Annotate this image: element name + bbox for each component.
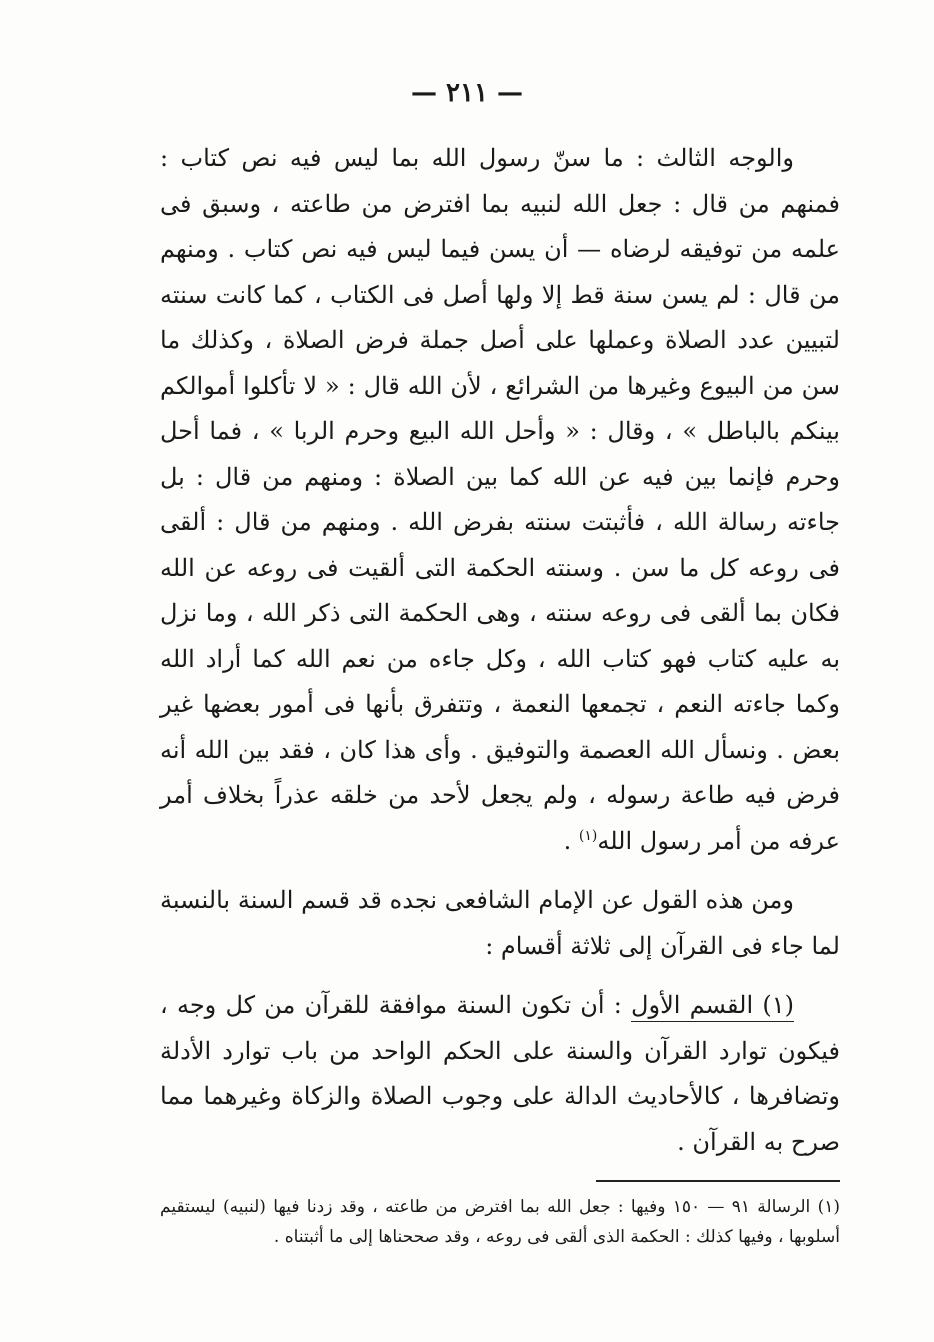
paragraph-third-aspect (160, 136, 840, 864)
footnote: (١) الرسالة ٩١ — ١٥٠ وفيها : جعل الله بما افترض من طاعته ، وقد زدنا فيها (لنبيه) ليستقيم أسلوبها ، وفيها كذلك : الحكمة الذى ألقى فى روعه ، وقد صححناها إلى ما أثبتناه . (160, 1197, 840, 1247)
section-text: : أن تكون السنة موافقة للقرآن من كل وجه ، فيكون توارد القرآن والسنة على الحكم الواحد من باب توارد الأدلة وتضافرها ، كالأحاديث الدالة على وجوب الصلاة والزكاة وغيرهما مما صرح به القرآن . (160, 991, 840, 1156)
paragraph-division-intro: ومن هذه القول عن الإمام الشافعى نجده قد قسم السنة بالنسبة لما جاء فى القرآن إلى ثلاثة أقسام : (160, 886, 840, 960)
section-heading: (١) القسم الأول (631, 991, 794, 1022)
footnotes (160, 1192, 840, 1252)
footnote-marker: (١) (578, 827, 598, 844)
body-text (160, 136, 840, 1165)
page-number: — ٢١١ — (410, 78, 524, 108)
paragraph-text: والوجه الثالث : ما سنّ رسول الله بما ليس فيه نص كتاب : فمنهم من قال : جعل الله لنبيه بما افترض من طاعته ، وسبق فى علمه من توفيقه لرضاه — أن يسن فيما ليس فيه نص كتاب . ومنهم من قال : لم يسن سنة قط إلا ولها أصل فى الكتاب ، كما كانت سنته لتبيين عدد الصلاة وعملها على أصل جملة فرض الصلاة ، وكذلك ما سن من البيوع وغيرها من الشرائع ، لأن الله قال : « لا تأكلوا أموالكم بينكم بالباطل » ، وقال : « وأحل الله البيع وحرم الربا » ، فما أحل وحرم فإنما بين فيه عن الله كما بين الصلاة : ومنهم من قال : بل جاءته رسالة الله ، فأثبتت سنته بفرض الله . ومنهم من قال : ألقى فى روعه كل ما سن . وسنته الحكمة التى ألقيت فى روعه عن الله فكان بما ألقى فى روعه سنته ، وهى الحكمة التى ذكر الله ، وما نزل به عليه كتاب فهو كتاب الله ، وكل جاءه من نعم الله كما أراد الله وكما جاءته النعم ، تجمعها النعمة ، وتتفرق بأنها فى أمور بعضها غير بعض . ونسأل الله العصمة والتوفيق . وأى هذا كان ، فقد بين الله أنه فرض فيه طاعة رسوله ، ولم يجعل لأحد من خلقه عذراً بخلاف أمر عرفه من أمر رسول الله (160, 144, 840, 855)
footnote-divider (596, 1180, 840, 1182)
paragraph-end: . (563, 826, 579, 855)
paragraph-first-section (160, 983, 840, 1165)
